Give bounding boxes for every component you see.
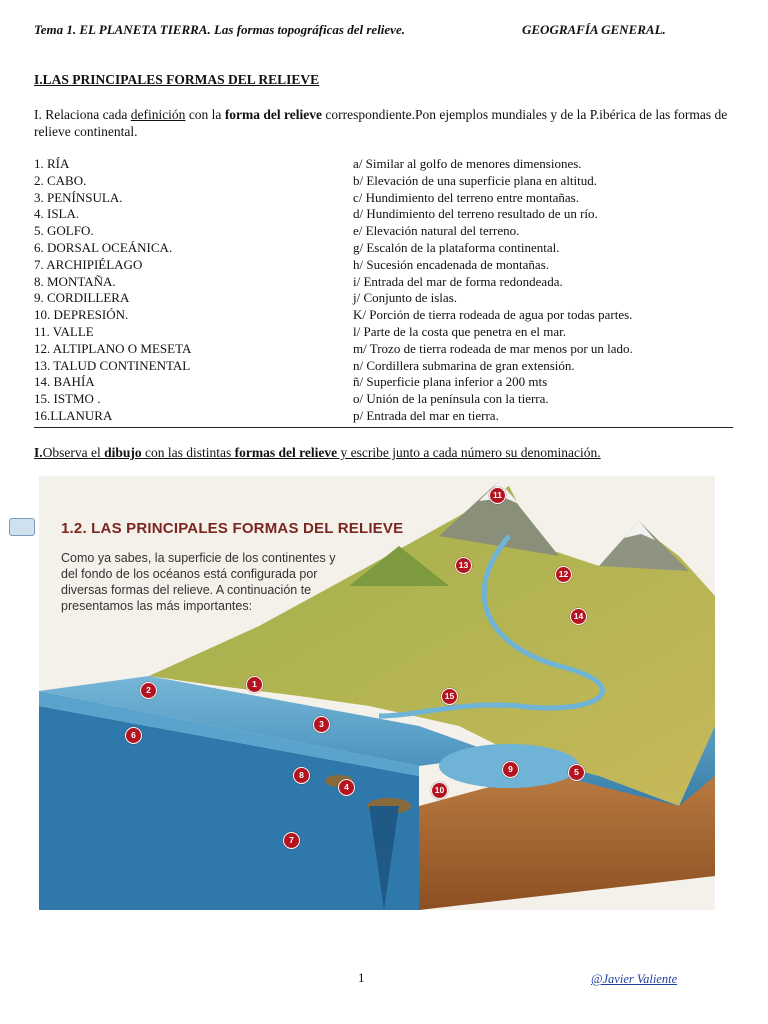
- obs-part: con las distintas: [141, 445, 235, 460]
- marker-5: 5: [568, 764, 585, 781]
- definition-item: g/ Escalón de la plataforma continental.: [353, 239, 560, 255]
- term-item: 4. ISLA.: [34, 206, 80, 222]
- term-item: 14. BAHÍA: [34, 374, 95, 390]
- term-item: 16.LLANURA: [34, 407, 113, 423]
- term-item: 12. ALTIPLANO O MESETA: [34, 340, 192, 356]
- obs-bold: formas del relieve: [234, 445, 338, 460]
- marker-13: 13: [455, 557, 472, 574]
- header-title: Tema 1. EL PLANETA TIERRA. Las formas topográficas del relieve.: [34, 22, 405, 37]
- term-item: 3. PENÍNSULA.: [34, 189, 123, 205]
- term-item: 5. GOLFO.: [34, 223, 94, 239]
- definition-item: h/ Sucesión encadenada de montañas.: [353, 256, 550, 272]
- page-number: 1: [358, 970, 365, 985]
- marker-6: 6: [125, 727, 142, 744]
- definition-item: e/ Elevación natural del terreno.: [353, 223, 520, 239]
- definition-item: j/ Conjunto de islas.: [353, 290, 457, 306]
- term-item: 8. MONTAÑA.: [34, 273, 116, 289]
- marker-11: 11: [489, 487, 506, 504]
- term-item: 9. CORDILLERA: [34, 290, 130, 306]
- marker-9: 9: [502, 761, 519, 778]
- figure-caption: Como ya sabes, la superficie de los continentes y del fondo de los océanos está configurada por diversas formas del relieve. A continuación te presentamos las más importantes:: [61, 551, 336, 613]
- marker-10: 10: [431, 782, 448, 799]
- definition-item: b/ Elevación de una superficie plana en altitud.: [353, 172, 598, 188]
- marker-3: 3: [313, 716, 330, 733]
- intro-part: I. Relaciona cada: [34, 107, 131, 122]
- author-link[interactable]: @Javier Valiente: [591, 972, 678, 986]
- term-item: 7. ARCHIPIÉLAGO: [34, 256, 143, 272]
- obs-part: Observa el: [42, 445, 105, 460]
- section-title: I.LAS PRINCIPALES FORMAS DEL RELIEVE: [34, 72, 320, 87]
- observe-instruction: [34, 445, 601, 461]
- marker-2: 2: [140, 682, 157, 699]
- term-item: 1. RÍA: [34, 156, 70, 171]
- term-item: 2. CABO.: [34, 172, 87, 188]
- terms-list: [34, 156, 191, 425]
- marker-15: 15: [441, 688, 458, 705]
- definitions-list: [353, 156, 633, 425]
- definition-item: K/ Porción de tierra rodeada de agua por todas partes.: [353, 307, 633, 323]
- intro-part: con la: [185, 107, 225, 122]
- definition-item: d/ Hundimiento del terreno resultado de un río.: [353, 206, 598, 222]
- instruction-text: [34, 106, 734, 140]
- intro-part: correspondiente.Pon ejemplos mundiales y de la P.ibérica de las formas de relieve continental.: [34, 107, 728, 139]
- divider-line: [34, 427, 733, 428]
- term-item: 11. VALLE: [34, 323, 94, 339]
- obs-part: y escribe junto a cada número su denominación.: [337, 445, 601, 460]
- definition-item: p/ Entrada del mar en tierra.: [353, 407, 499, 423]
- marker-14: 14: [570, 608, 587, 625]
- header-subject: GEOGRAFÍA GENERAL.: [522, 22, 666, 37]
- figure-title: 1.2. LAS PRINCIPALES FORMAS DEL RELIEVE: [61, 520, 404, 537]
- marker-1: 1: [246, 676, 263, 693]
- definition-item: i/ Entrada del mar de forma redondeada.: [353, 273, 563, 289]
- marker-12: 12: [555, 566, 572, 583]
- page-header: [34, 22, 738, 38]
- term-item: 13. TALUD CONTINENTAL: [34, 357, 191, 373]
- definition-item: l/ Parte de la costa que penetra en el mar.: [353, 323, 566, 339]
- marker-8: 8: [293, 767, 310, 784]
- obs-part: I.: [34, 445, 43, 460]
- term-item: 6. DORSAL OCEÁNICA.: [34, 239, 173, 255]
- comment-button[interactable]: [9, 518, 35, 536]
- definition-item: n/ Cordillera submarina de gran extensión.: [353, 357, 575, 373]
- definition-item: ñ/ Superficie plana inferior a 200 mts: [353, 374, 548, 390]
- definition-item: c/ Hundimiento del terreno entre montañas.: [353, 189, 579, 205]
- intro-bold: forma del relieve: [224, 107, 323, 122]
- definition-item: a/ Similar al golfo de menores dimensiones.: [353, 156, 582, 171]
- marker-7: 7: [283, 832, 300, 849]
- intro-underlined: definición: [130, 107, 186, 122]
- definition-item: m/ Trozo de tierra rodeada de mar menos por un lado.: [353, 340, 633, 356]
- obs-bold: dibujo: [104, 445, 142, 460]
- term-item: 10. DEPRESIÓN.: [34, 307, 129, 323]
- term-item: 15. ISTMO .: [34, 391, 101, 407]
- relief-illustration: [39, 476, 715, 910]
- marker-4: 4: [338, 779, 355, 796]
- definition-item: o/ Unión de la península con la tierra.: [353, 391, 549, 407]
